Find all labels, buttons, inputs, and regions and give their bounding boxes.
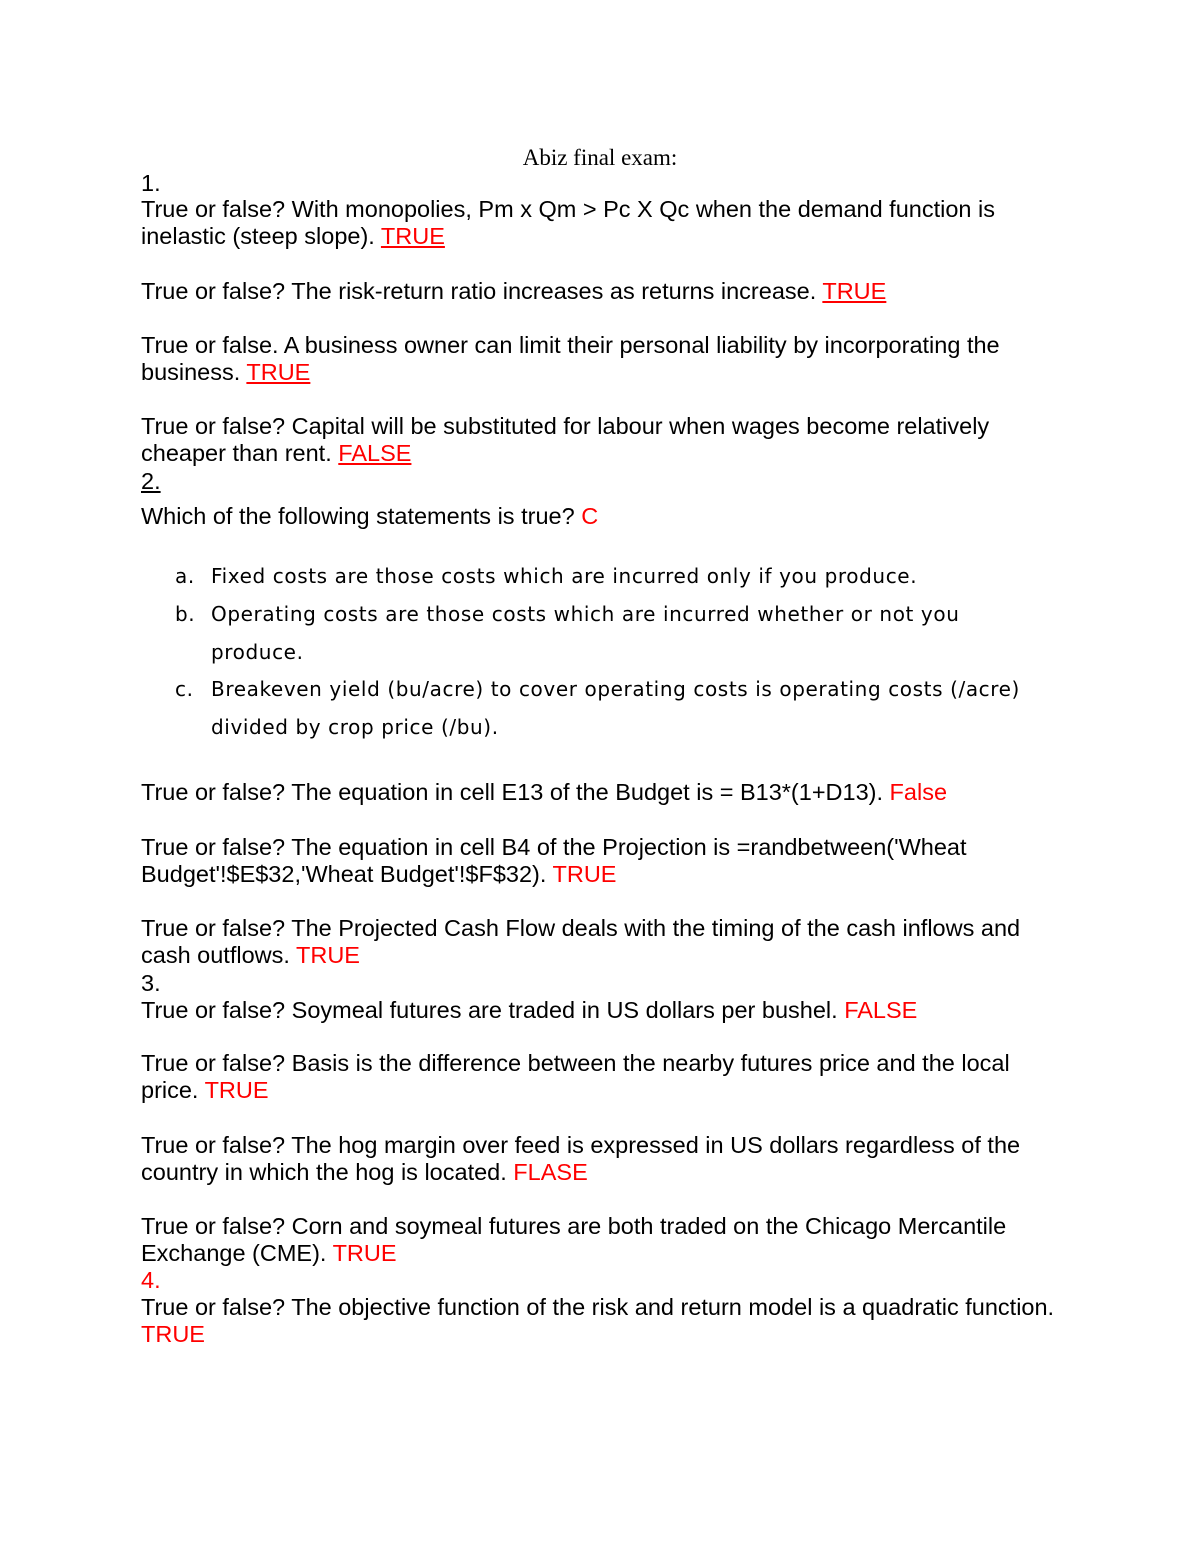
question-11-line-1: True or false? The hog margin over feed is expressed in US dollars regardless of the [141, 1132, 1021, 1158]
answer-8: TRUE [296, 942, 360, 968]
question-13-line-1: True or false? The objective function of the risk and return model is a quadratic function. [141, 1294, 1055, 1320]
question-3-line-1: True or false. A business owner can limit their personal liability by incorporating the [141, 332, 1000, 358]
answer-10: TRUE [204, 1077, 269, 1103]
question-7-line-1: True or false? The equation in cell B4 of the Projection is =randbetween('Wheat [141, 834, 967, 860]
option-a-letter: a. [175, 564, 195, 588]
question-4-line-1: True or false? Capital will be substituted for labour when wages become relatively [141, 413, 990, 439]
question-2-line-1: True or false? The risk-return ratio increases as returns increase. TRUE [141, 278, 887, 304]
option-b-text-line-1: Operating costs are those costs which are incurred whether or not you [211, 602, 960, 626]
answer-12: TRUE [332, 1240, 397, 1266]
answer-7: TRUE [552, 861, 617, 887]
section-number-3: 3. [141, 970, 161, 996]
question-5-line-1: Which of the following statements is true? C [141, 503, 599, 529]
section-number-1: 1. [141, 170, 161, 196]
question-1-line-1: True or false? With monopolies, Pm x Qm > Pc X Qc when the demand function is [141, 196, 995, 222]
question-6-line-1: True or false? The equation in cell E13 of the Budget is = B13*(1+D13). False [141, 779, 948, 805]
answer-13: TRUE [141, 1321, 205, 1347]
answer-3: TRUE [246, 359, 311, 385]
question-7-line-2: Budget'!$E$32,'Wheat Budget'!$F$32). TRUE [141, 861, 617, 887]
answer-2: TRUE [822, 278, 887, 304]
answer-6: False [889, 779, 948, 805]
option-c-text-line-2: divided by crop price (/bu). [211, 715, 499, 739]
question-10-line-2: price. TRUE [141, 1077, 269, 1103]
option-c-text-line-1: Breakeven yield (bu/acre) to cover operating costs is operating costs (/acre) [211, 677, 1020, 701]
answer-5: C [581, 503, 599, 529]
question-11-line-2: country in which the hog is located. FLASE [141, 1159, 588, 1185]
page-title: Abiz final exam: [522, 145, 678, 170]
answer-1: TRUE [380, 223, 445, 249]
option-c-letter: c. [175, 677, 194, 701]
question-3-line-2: business. TRUE [141, 359, 311, 385]
section-number-4: 4. [141, 1267, 161, 1293]
question-8-line-1: True or false? The Projected Cash Flow deals with the timing of the cash inflows and [141, 915, 1021, 941]
option-b-text-line-2: produce. [211, 640, 304, 664]
question-9-line-1: True or false? Soymeal futures are traded in US dollars per bushel. FALSE [141, 997, 918, 1023]
answer-11: FLASE [513, 1159, 588, 1185]
question-8-line-2: cash outflows. TRUE [141, 942, 360, 968]
section-number-2: 2. [141, 468, 161, 494]
question-1-line-2: inelastic (steep slope). TRUE [141, 223, 445, 249]
question-4-line-2: cheaper than rent. FALSE [141, 440, 412, 466]
answer-9: FALSE [844, 997, 918, 1023]
option-a-text: Fixed costs are those costs which are incurred only if you produce. [211, 564, 918, 588]
answer-4: FALSE [338, 440, 412, 466]
question-10-line-1: True or false? Basis is the difference between the nearby futures price and the local [141, 1050, 1010, 1076]
option-b-letter: b. [175, 602, 196, 626]
question-12-line-1: True or false? Corn and soymeal futures are both traded on the Chicago Mercantile [141, 1213, 1007, 1239]
question-12-line-2: Exchange (CME). TRUE [141, 1240, 397, 1266]
